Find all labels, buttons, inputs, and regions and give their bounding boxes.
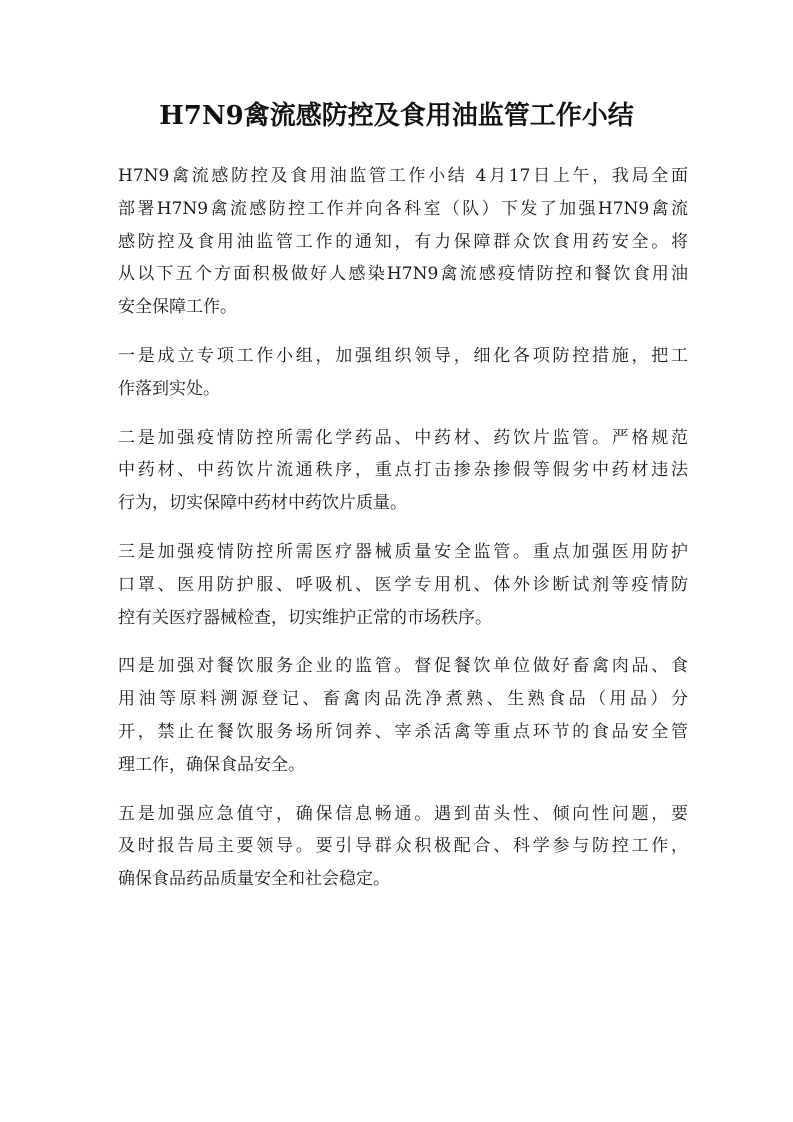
paragraph-line: 一是成立专项工作小组，加强组织领导，细化各项防控措施，把工	[118, 345, 688, 366]
paragraph-line: 中药材、中药饮片流通秩序，重点打击掺杂掺假等假劣中药材违法	[118, 460, 688, 481]
paragraph-line: 控有关医疗器械检查，切实维护正常的市场秩序。	[118, 607, 492, 628]
paragraph-line: 作落到实处。	[118, 378, 220, 399]
paragraph-item-4	[118, 650, 688, 781]
paragraph-line: 确保食品药品质量安全和社会稳定。	[118, 869, 390, 890]
paragraph-line: 理工作，确保食品安全。	[118, 754, 305, 775]
paragraph-line: 四是加强对餐饮服务企业的监管。督促餐饮单位做好畜禽肉品、食	[118, 656, 688, 677]
paragraph-line: 开，禁止在餐饮服务场所饲养、宰杀活禽等重点环节的食品安全管	[118, 721, 688, 742]
paragraph-item-5	[118, 798, 688, 896]
paragraph-line: 安全保障工作。	[118, 297, 237, 318]
paragraph-item-2	[118, 422, 688, 520]
paragraph-line: 从以下五个方面积极做好人感染H7N9禽流感疫情防控和餐饮食用油	[118, 264, 688, 285]
paragraph-line: 三是加强疫情防控所需医疗器械质量安全监管。重点加强医用防护	[118, 541, 688, 562]
paragraph-line: 部署H7N9禽流感防控工作并向各科室（队）下发了加强H7N9禽流	[118, 198, 688, 219]
paragraph-intro	[118, 160, 688, 324]
document-title: H7N9禽流感防控及食用油监管工作小结	[159, 101, 634, 131]
paragraph-line: 用油等原料溯源登记、畜禽肉品洗净煮熟、生熟食品（用品）分	[118, 689, 688, 710]
paragraph-line: 感防控及食用油监管工作的通知，有力保障群众饮食用药安全。将	[118, 231, 688, 252]
paragraph-item-1	[118, 340, 688, 406]
paragraph-line: 二是加强疫情防控所需化学药品、中药材、药饮片监管。严格规范	[118, 427, 688, 448]
paragraph-line: 口罩、医用防护服、呼吸机、医学专用机、体外诊断试剂等疫情防	[118, 574, 688, 595]
paragraph-line: 五是加强应急值守，确保信息畅通。遇到苗头性、倾向性问题，要	[118, 803, 688, 824]
paragraph-line: 及时报告局主要领导。要引导群众积极配合、科学参与防控工作，	[118, 836, 688, 857]
document-body	[118, 160, 688, 912]
paragraph-line: H7N9禽流感防控及食用油监管工作小结 4月17日上午，我局全面	[118, 166, 688, 186]
paragraph-line: 行为，切实保障中药材中药饮片质量。	[118, 493, 407, 514]
paragraph-item-3	[118, 536, 688, 634]
